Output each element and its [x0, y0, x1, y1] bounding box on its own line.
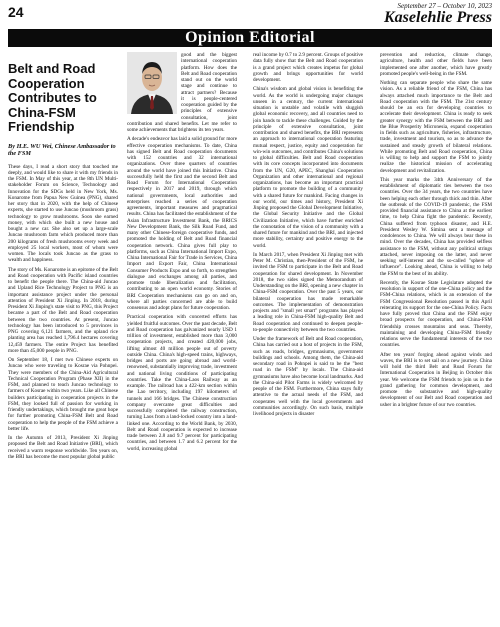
paragraph: The story of Ms. Konarome is an epitome of the Belt and Road cooperation with Pacific island countries to benefit the people there. The China-aid Juncao and Upland Rice Technology Project to PNG is an important assistance project under the personal attention of President Xi Jinping. In 2018, during President Xi Jinping's state visit to PNG, this Project became a part of the Belt and Road cooperation between the two countries. At present, Juncao technology has been introduced to 5 provinces in PNG covering 6,121 farmers, and the upland rice planting area has reached 1,796.4 hectares covering 12,459 farmers. The entire Project has benefited more than 45,000 people in PNG.: [8, 266, 118, 354]
paragraph: Under the framework of Belt and Road cooperation, China has carried out a host of projects in the FSM, such as roads, bridges, gymnasiums, government buildings and schools. Among them, the China-aid secondary road in Pohnpei is said to be the "best road in the FSM" by locals. The China-aid gymnasiums have also become local landmarks. And the China-aid Pilot Farms is widely welcomed by people of the FSM. Furthermore, China stays fully attentive to the actual needs of the FSM, and cooperates well with the local governments and communities accordingly. On such basis, multiple livelihood projects in disaster: [253, 336, 363, 417]
newspaper-name: Kaselehlie Press: [384, 9, 492, 26]
paragraph: This year marks the 34th Anniversary of the establishment of diplomatic ties between the two countries. Over the 34 years, the two countries have been helping each other through thick and thin. After the outbreak of the COVID-19 pandemic, the FSM provided financial assistance to China at the earliest time, to help China fight the pandemic. Recently, China suffered from typhoon disaster, and H.E. President Wesley W. Simina sent a message of condolences to China. We will always bear these in mind. Over the decades, China has provided selfless assistance to the FSM, without any political strings attached, never imposing on the latter, and never seeking self-interest and the so-called "sphere of influence". Looking ahead, China is willing to help the FSM to the best of its ability.: [380, 176, 492, 277]
masthead: [384, 2, 492, 26]
issue-date: September 27 – October 10, 2023: [397, 2, 492, 10]
paragraph: real income by 0.7 to 2.9 percent. Groups of positive data fully show that the Belt and Road cooperation is a grand project which creates impetus for global growth and brings opportunities for world development.: [253, 52, 363, 83]
paragraph: good and the biggest international cooperation platform. How does the Belt and Road cooperation stand out on the world stage and continue to attract partners? Because it is people-centered cooperation guided by the principles of extensive consultation, joint contribution and shared benefits. Let me refer to some achievements that brightens its ten years.: [127, 52, 237, 133]
article-headline: Belt and Road Cooperation Contributes to China-FSM Friendship: [8, 61, 97, 134]
paragraph: In the Autumn of 2013, President Xi Jinping proposed the Belt and Road Initiative (BRI), which received a warm response worldwide. Ten years on, the BRI has become the most popular global public: [8, 435, 118, 460]
paragraph: After ten years' forging ahead against winds and waves, the BRI is to set sail on a new journey. China will hold the third Belt and Road Forum for International Cooperation in Beijing in October this year. We welcome the FSM friends to join us in the grand gathering for common development, and promote the substantive and high-quality development of our Belt and Road cooperation and usher in a brighter future of our two countries.: [380, 351, 492, 408]
article-column-2: [127, 52, 237, 620]
paragraph: On September 18, I met two Chinese experts on Juncao who were traveling to Kosrae via Pohnpei. They were members of the China-Aid Agricultural Technical Cooperation Program (Phase XII) in the FSM, and planned to teach Juncao technology to farmers of Kosrae within two years. Like all Chinese builders participating in cooperation projects in the FSM, they looked full of passion for working in friendly undertakings, which brought me great hope for further promoting China-FSM Belt and Road cooperation to help the people of the FSM achieve a better life.: [8, 357, 118, 432]
author-photo: [127, 52, 177, 114]
section-banner: Opinion Editorial: [8, 29, 492, 47]
paragraph: These days, I read a short story that touched me deeply, and would like to share it with my friends in the FSM. In May of this year, at the 8th UN Multi-stakeholder Forum on Science, Technology and Innovation for the SDGs held in New York, Ms. Konarome from Papua New Guinea (PNG), shared her story that in 2020, with the help of Chinese experts, she started to use Juncao (mushroom grass) technology to grow mushrooms. Soon she earned money, with which she built a new house and bought a new car. She also set up a large-scale Juncao mushroom farm which produced more than 200 kilograms of fresh mushrooms every week and employed 25 local workers, most of whom were women. The locals took Juncao as the grass to wealth and happiness.: [8, 163, 118, 264]
paragraph: Recently, the Kosrae State Legislature adopted the resolution in support of the one-China policy and the FSM-China relations, which is an extension of the FSM Congressional Resolution passed in this April reiterating its support for the one-China Policy. Facts have fully proved that China and the FSM enjoy broad prospects for cooperation, and China-FSM friendship crosses mountains and seas. Thereby, maintaining and developing China-FSM friendly relations serve the fundamental interests of the two countries.: [380, 279, 492, 349]
paragraph: A decade's endeavor has laid a solid ground for more effective cooperation mechanisms. To date, China has signed Belt and Road cooperation documents with 152 countries and 32 international organizations. Over three quarters of countries around the world have joined this Initiative. China successfully held the first and the second Belt and Road Forum for International Cooperation respectively in 2017 and 2019, through which national governments, local authorities and enterprises reached a series of cooperation agreements, important measures and pragmatical results. China has facilitated the establishment of the Asian Infrastructure Investment Bank, the BRICS New Development Bank, the Silk Road Fund, and many other Chinese-foreign cooperative funds, and promoted the holding of Belt and Road financial cooperation network. China gives full play to platforms, such as China International Import Expo, China International Fair for Trade in Services, China Import and Export Fair, China International Consumer Products Expo and so forth, to strengthen dialogue and exchanges among all parties, and promote trade liberalization and facilitation, contributing to an open world economy. Stories of BRI Cooperation mechanisms can go on and on, where all parties concerned are able to build consensus and adopt plans for future cooperation.: [127, 136, 237, 311]
paragraph: Nothing can separate people who share the same vision. As a reliable friend of the FSM, China has always attached much importance to the Belt and Road cooperation with the FSM. The 21st century should be an era for developing countries to accelerate their development. China is ready to seek greater synergy with the FSM between the BRI and the Blue Prosperity Micronesia, expand cooperation in fields such as agriculture, fisheries, infrastructure, trade, investment and tourism, so as to advance the sustained and steady growth of bilateral relations. While promoting Belt and Road cooperation, China is willing to help and support the FSM to jointly realize the historical mission of accelerating development and revitalization.: [380, 80, 492, 174]
article-column-4: [380, 52, 492, 620]
page-number: 24: [8, 4, 24, 20]
paragraph: Practical cooperation with concerted efforts has yielded fruitful outcomes. Over the past decade, Belt and Road cooperation has galvanized nearly USD 1 trillion of investment, established more than 3,000 cooperation projects, and created 420,000 jobs, lifting almost 40 million people out of poverty outside China. China's high-speed trains, highways, bridges and ports are going abroad and world-renowned, substantially improving trade, investment and national living conditions of participating countries. Take the China-Laos Railway as an example. The railroad has a 422-km section within the Lao territory, including 197 kilometers of tunnels and 166 bridges. The Chinese construction company overcame great difficulties and successfully completed the railway construction, turning Laos from a land-locked country into a land-linked one. According to the World Bank, by 2030, Belt and Road cooperation is expected to increase trade between 2.8 and 9.7 percent for participating countries, and between 1.7 and 6.2 percent for the world, increasing global: [127, 314, 237, 452]
paragraph: China's wisdom and global vision is benefiting the world. As the world is undergoing major changes unseen in a century, the current international situation is unstable and volatile with sluggish global economic recovery, and all countries need to join hands to tackle these challenges. Guided by the principle of extensive consultation, joint contribution and shared benefits, the BRI represents an approach to international cooperation featuring mutual respect, justice, equity and cooperation for win-win outcomes, and contributes China's solutions to global difficulties. Belt and Road cooperation with its core concepts incorporated into documents from the UN, G20, APEC, Shanghai Cooperation Organization and other international and regional organizations, has become an important practical platform to promote the building of a community with a shared future for mankind. Facing changes in our world, our times and history, President Xi Jinping proposed the Global Development Initiative, the Global Security Initiative and the Global Civilization Initiative, which have further enriched the connotation of the vision of a community with a shared future for mankind and the BRI, and injected more stability, certainty and positive energy to the world.: [253, 86, 363, 249]
article-column-1: [8, 52, 118, 620]
article-byline: By H.E. WU Wei, Chinese Ambassador to the FSM: [8, 142, 116, 157]
portrait-image: [127, 52, 177, 114]
paragraph: In March 2017, when President Xi Jinping met with Peter M. Christian, then-President of the FSM, he invited the FSM to participate in the Belt and Road cooperation for shared development. In November 2018, the two sides signed the Memorandum of Understanding on the BRI, opening a new chapter in China-FSM cooperation. Over the past 5 years, our bilateral cooperation has made remarkable outcomes. The implementation of demonstration projects and "small yet smart" programs has played a leading role in China-FSM high-quality Belt and Road cooperation and continued to deepen people-to-people connectivity between the two countries.: [253, 251, 363, 333]
paragraph: prevention and reduction, climate change, agriculture, health and other fields have been implemented one after another, which have greatly promoted people's well-being in the FSM.: [380, 52, 492, 77]
article-column-3: [253, 52, 363, 620]
